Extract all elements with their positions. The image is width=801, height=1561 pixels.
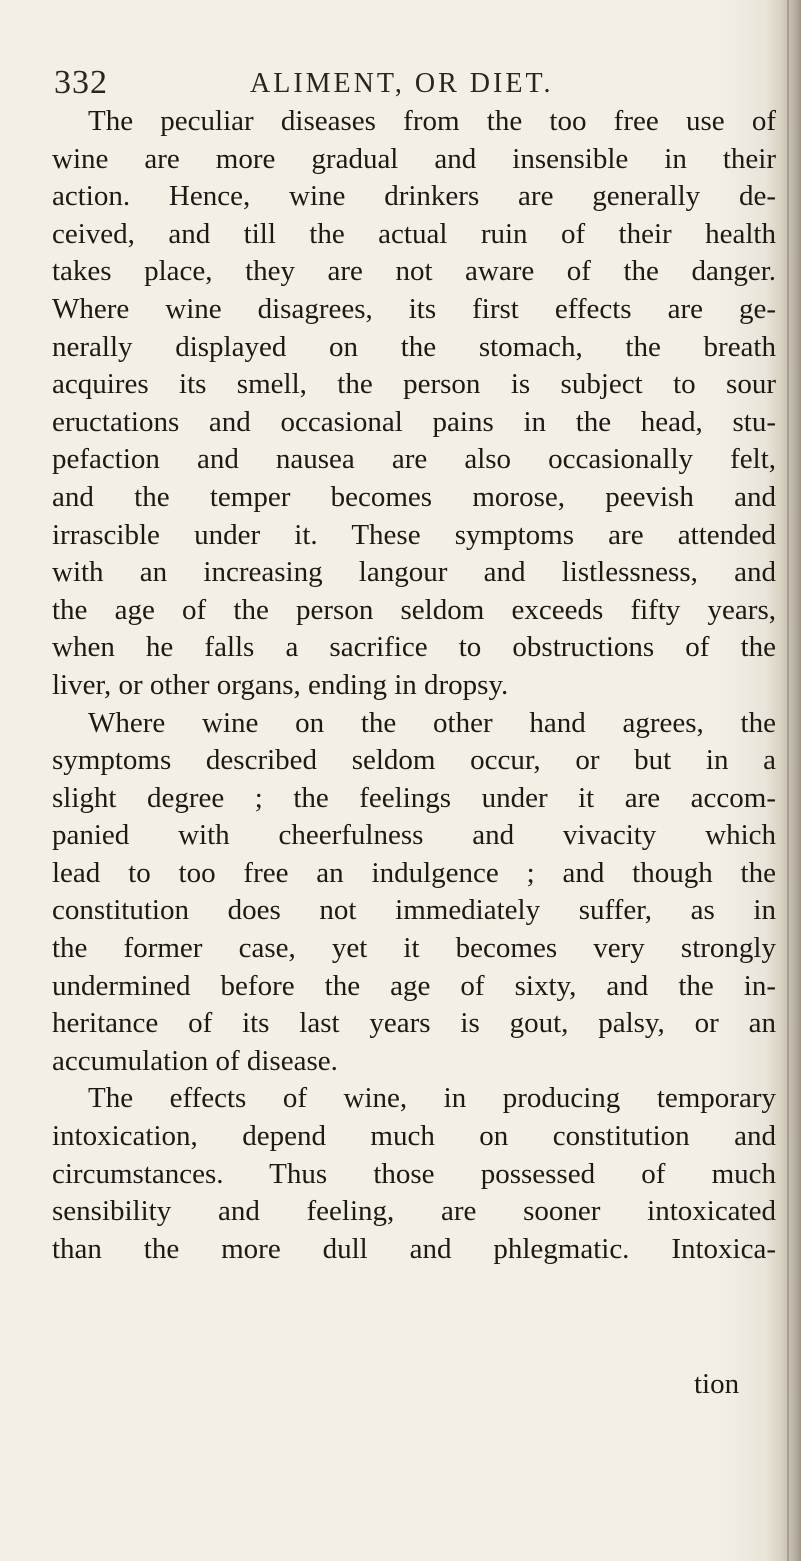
text-line: heritance of its last years is gout, palsy, or an [52,1007,776,1040]
text-line: liver, or other organs, ending in dropsy. [52,668,509,701]
text-line: lead to too free an indulgence ; and though the [52,856,776,889]
text-line: slight degree ; the feelings under it are accom- [52,781,776,814]
text-line: circumstances. Thus those possessed of much [52,1157,776,1190]
running-head [54,64,754,104]
text-line: The peculiar diseases from the too free use of [88,105,776,137]
text-line: The effects of wine, in producing temporary [88,1082,776,1115]
header-title: ALIMENT, OR DIET. [250,68,554,99]
text-line: the age of the person seldom exceeds fifty years, [52,593,776,626]
text-line: accumulation of disease. [52,1044,338,1077]
text-line: Where wine disagrees, its first effects are ge- [52,292,776,325]
text-line: acquires its smell, the person is subject to sour [52,368,776,401]
binding-edge [787,0,789,1561]
text-line: irrascible under it. These symptoms are attended [52,518,776,551]
text-line: action. Hence, wine drinkers are generally de- [52,180,776,213]
text-line: the former case, yet it becomes very strongly [52,932,776,965]
text-line: wine are more gradual and insensible in their [52,142,776,175]
text-line: takes place, they are not aware of the danger. [52,255,776,288]
text-line: eructations and occasional pains in the head, stu- [52,405,776,438]
text-line: undermined before the age of sixty, and the in- [52,969,776,1002]
text-line: when he falls a sacrifice to obstructions of the [52,631,776,664]
text-line: ceived, and till the actual ruin of their health [52,217,776,250]
text-line: nerally displayed on the stomach, the breath [52,330,776,363]
text-line: with an increasing langour and listlessness, and [52,556,776,589]
text-line: than the more dull and phlegmatic. Intoxica- [52,1232,776,1265]
text-line: Where wine on the other hand agrees, the [88,706,776,739]
text-line: pefaction and nausea are also occasionally felt, [52,443,776,476]
text-line: intoxication, depend much on constitution and [52,1120,776,1153]
text-line: panied with cheerfulness and vivacity which [52,819,776,852]
body-text [52,103,776,1268]
text-line: and the temper becomes morose, peevish and [52,480,776,513]
text-line: sensibility and feeling, are sooner intoxicated [52,1195,776,1228]
text-line: constitution does not immediately suffer, as in [52,894,776,927]
page-number: 332 [54,64,108,101]
catchword: tion [694,1368,740,1400]
text-line: symptoms described seldom occur, or but in a [52,744,776,777]
